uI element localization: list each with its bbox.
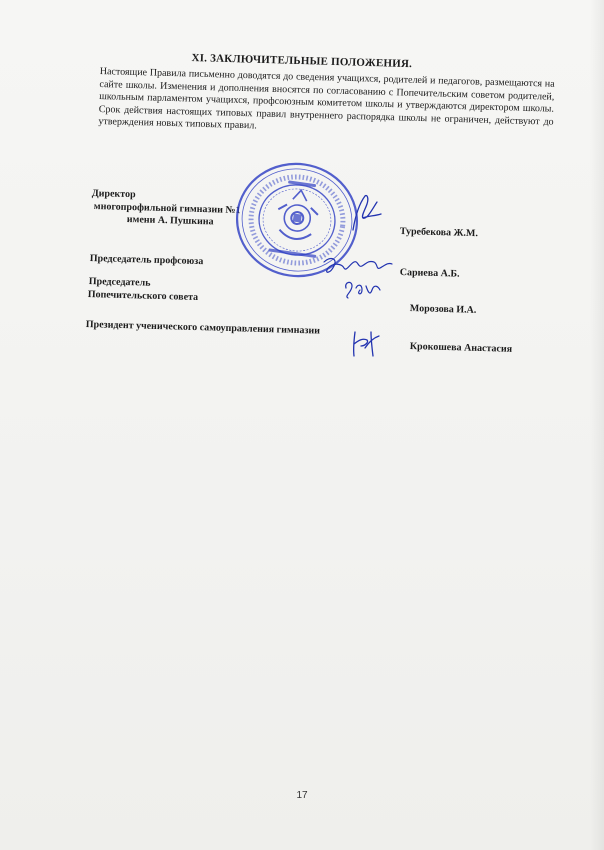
union-chair-role: Председатель профсоюза	[89, 253, 204, 268]
union-chair-name: Сариева А.Б.	[399, 267, 460, 280]
page-edge-shadow	[590, 0, 604, 850]
section-title: XI. ЗАКЛЮЧИТЕЛЬНЫЕ ПОЛОЖЕНИЯ.	[191, 51, 413, 71]
student-president-role: Президент ученического самоуправления гимназии	[85, 319, 321, 337]
union-chair-signature	[318, 252, 398, 308]
council-chair-name: Морозова И.А.	[409, 303, 477, 316]
director-school-name: имени А. Пушкина	[126, 214, 214, 228]
council-chair-body: Попечительского совета	[87, 289, 199, 304]
student-president-name: Крокошева Анастасия	[409, 341, 513, 355]
council-chair-title: Председатель	[88, 276, 151, 289]
director-school: многопрофильной гимназии №1	[93, 201, 241, 217]
student-president-signature	[345, 326, 389, 360]
director-title: Директор	[91, 188, 136, 201]
director-signature	[345, 190, 385, 236]
closing-paragraph: Настоящие Правила письменно доводятся до сведения учащихся, родителей и педагогов, размещаются на сайте школы. Изменения и дополнения вносятся по согласованию с Попечительским советом родителей, школьным парламентом учащихся, профсоюзным комитетом школы и утверждаются директором школы. Срок действия настоящих типовых правил внутреннего распорядка школы не ограничен, действуют до утверждения новых типовых правил.	[98, 66, 555, 132]
director-name: Туребекова Ж.М.	[399, 226, 479, 240]
page-number: 17	[296, 790, 308, 801]
